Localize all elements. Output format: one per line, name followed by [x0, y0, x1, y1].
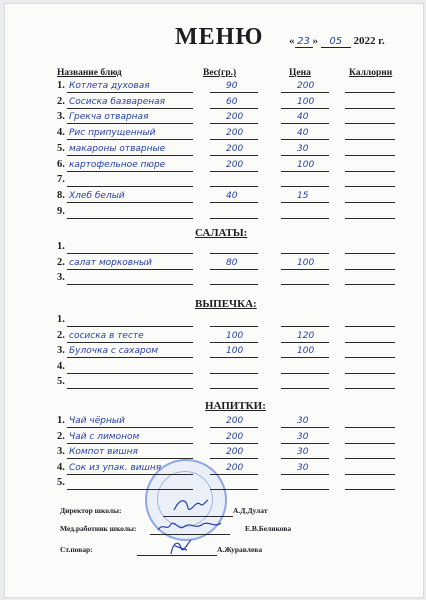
- column-header-weight: Вес(гр.): [203, 68, 237, 78]
- dish-name-line: [67, 218, 193, 219]
- calories-line: [345, 139, 395, 140]
- price-line: [281, 474, 329, 475]
- dish-name-line: [67, 139, 193, 140]
- dish-weight: 200: [226, 447, 244, 457]
- dish-name-line: [67, 92, 193, 93]
- weight-line: [210, 139, 258, 140]
- dish-weight: 80: [226, 257, 238, 268]
- director-name: А.Д.Дулат: [233, 506, 268, 515]
- dish-name-line: [67, 373, 193, 374]
- calories-line: [345, 326, 395, 327]
- dish-name: Котлета духовая: [69, 81, 150, 91]
- menu-document: [4, 3, 424, 598]
- weight-line: [210, 326, 258, 327]
- row-number: 1.: [57, 80, 65, 91]
- price-line: [281, 123, 329, 124]
- dish-name-line: [67, 284, 193, 285]
- weight-line: [210, 202, 258, 203]
- date-close-quote: »: [312, 35, 318, 47]
- dish-price: 200: [297, 81, 315, 91]
- calories-line: [345, 427, 395, 428]
- dish-name-line: [67, 253, 193, 254]
- price-line: [281, 489, 329, 490]
- bakery-title: ВЫПЕЧКА:: [195, 298, 257, 310]
- calories-line: [345, 123, 395, 124]
- dish-weight: 200: [226, 112, 244, 123]
- dish-weight: 200: [226, 462, 244, 473]
- director-signature-line: [163, 516, 233, 517]
- weight-line: [210, 253, 258, 254]
- weight-line: [210, 443, 258, 444]
- calories-line: [345, 458, 395, 459]
- weight-line: [210, 474, 258, 475]
- price-line: [281, 443, 329, 444]
- dish-name-line: [67, 489, 193, 490]
- medic-name: Е.В.Беликова: [245, 524, 292, 533]
- dish-name: Рис припущенный: [69, 128, 156, 139]
- dish-name-line: [67, 458, 193, 459]
- salads-title: САЛАТЫ:: [195, 227, 248, 239]
- cook-role: Ст.повар:: [60, 545, 93, 554]
- medic-signature: [155, 518, 225, 536]
- dish-name-line: [67, 474, 193, 475]
- weight-line: [210, 171, 258, 172]
- dish-price: 40: [297, 112, 309, 123]
- weight-line: [210, 342, 258, 343]
- row-number: 2.: [57, 256, 65, 268]
- row-number: 5.: [57, 376, 65, 387]
- dish-weight: 200: [226, 128, 244, 139]
- dish-weight: 60: [226, 96, 238, 107]
- calories-line: [345, 342, 395, 343]
- weight-line: [210, 269, 258, 270]
- row-number: 3.: [57, 111, 65, 123]
- price-line: [281, 357, 329, 358]
- price-line: [281, 186, 329, 187]
- dish-price: 100: [297, 159, 315, 170]
- dish-name-line: [67, 342, 193, 343]
- dish-price: 30: [297, 416, 309, 426]
- price-line: [281, 342, 329, 343]
- dish-name: Компот вишня: [69, 447, 138, 457]
- dish-weight: 200: [226, 431, 244, 442]
- weight-line: [210, 373, 258, 374]
- dish-weight: 200: [226, 416, 244, 426]
- weight-line: [210, 458, 258, 459]
- dish-name: Хлеб белый: [69, 190, 125, 201]
- column-header-calories: Каллорни: [349, 68, 393, 78]
- calories-line: [345, 269, 395, 270]
- calories-line: [345, 443, 395, 444]
- calories-line: [345, 253, 395, 254]
- calories-line: [345, 108, 395, 109]
- dish-weight: 100: [226, 346, 244, 356]
- dish-price: 100: [297, 96, 315, 107]
- dish-weight: 90: [226, 81, 238, 91]
- director-signature: [170, 494, 210, 516]
- dish-name-line: [67, 427, 193, 428]
- row-number: 8.: [57, 189, 65, 201]
- price-line: [281, 458, 329, 459]
- weight-line: [210, 108, 258, 109]
- calories-line: [345, 373, 395, 374]
- weight-line: [210, 155, 258, 156]
- price-line: [281, 284, 329, 285]
- price-line: [281, 218, 329, 219]
- date-year: 2022 г.: [353, 35, 385, 47]
- dish-weight: 200: [226, 159, 244, 170]
- row-number: 5.: [57, 477, 65, 488]
- price-line: [281, 108, 329, 109]
- dish-name-line: [67, 108, 193, 109]
- dish-name-line: [67, 443, 193, 444]
- price-line: [281, 155, 329, 156]
- row-number: 1.: [57, 415, 65, 426]
- dish-name-line: [67, 269, 193, 270]
- dish-price: 40: [297, 128, 309, 139]
- cook-name: А.Журавлева: [217, 545, 263, 554]
- row-number: 3.: [57, 272, 65, 283]
- weight-line: [210, 427, 258, 428]
- row-number: 5.: [57, 142, 65, 154]
- calories-line: [345, 284, 395, 285]
- row-number: 6.: [57, 158, 65, 170]
- dish-weight: 40: [226, 190, 238, 201]
- dish-price: 30: [297, 462, 309, 473]
- dish-name-line: [67, 186, 193, 187]
- dish-price: 120: [297, 330, 315, 341]
- dish-weight: 100: [226, 330, 244, 341]
- price-line: [281, 388, 329, 389]
- calories-line: [345, 202, 395, 203]
- dish-name-line: [67, 202, 193, 203]
- row-number: 1.: [57, 314, 65, 325]
- weight-line: [210, 92, 258, 93]
- price-line: [281, 326, 329, 327]
- calories-line: [345, 489, 395, 490]
- row-number: 9.: [57, 205, 65, 217]
- row-number: 3.: [57, 345, 65, 356]
- weight-line: [210, 489, 258, 490]
- weight-line: [210, 284, 258, 285]
- dish-name-line: [67, 171, 193, 172]
- row-number: 4.: [57, 360, 65, 372]
- dish-price: 100: [297, 346, 315, 356]
- dish-price: 100: [297, 257, 315, 268]
- weight-line: [210, 388, 258, 389]
- calories-line: [345, 155, 395, 156]
- weight-line: [210, 186, 258, 187]
- calories-line: [345, 357, 395, 358]
- price-line: [281, 373, 329, 374]
- weight-line: [210, 123, 258, 124]
- price-line: [281, 171, 329, 172]
- page-title: МЕНЮ: [175, 24, 264, 50]
- drinks-title: НАПИТКИ:: [205, 400, 266, 412]
- calories-line: [345, 218, 395, 219]
- calories-line: [345, 388, 395, 389]
- dish-weight: 200: [226, 143, 244, 154]
- price-line: [281, 139, 329, 140]
- dish-name: салат морковный: [69, 257, 152, 268]
- dish-name-line: [67, 155, 193, 156]
- dish-name: Чай чёрный: [69, 416, 125, 426]
- date-open-quote: «: [289, 35, 295, 47]
- dish-name-line: [67, 326, 193, 327]
- cook-signature: [165, 536, 195, 558]
- row-number: 4.: [57, 127, 65, 139]
- dish-name: Чай с лимоном: [69, 431, 140, 442]
- dish-name: Сосиска базвареная: [69, 96, 166, 107]
- row-number: 3.: [57, 446, 65, 457]
- calories-line: [345, 171, 395, 172]
- dish-name-line: [67, 123, 193, 124]
- date-month: 05: [329, 36, 343, 47]
- dish-price: 30: [297, 143, 309, 154]
- dish-name-line: [67, 357, 193, 358]
- dish-name: сосиска в тесте: [69, 330, 144, 341]
- price-line: [281, 202, 329, 203]
- calories-line: [345, 186, 395, 187]
- row-number: 2.: [57, 430, 65, 442]
- row-number: 2.: [57, 329, 65, 341]
- dish-name: Булочка с сахаром: [69, 346, 159, 356]
- dish-name: макароны отварные: [69, 143, 166, 154]
- calories-line: [345, 92, 395, 93]
- medic-role: Мед.работник школы:: [60, 524, 137, 533]
- dish-price: 30: [297, 431, 309, 442]
- dish-name: картофельное пюре: [69, 159, 166, 170]
- row-number: 1.: [57, 241, 65, 252]
- weight-line: [210, 218, 258, 219]
- dish-name: Сок из упак. вишня: [69, 462, 162, 473]
- row-number: 4.: [57, 461, 65, 473]
- column-header-name: Название блюд: [57, 68, 122, 78]
- row-number: 7.: [57, 174, 65, 186]
- price-line: [281, 92, 329, 93]
- row-number: 2.: [57, 95, 65, 107]
- director-role: Директор школы:: [60, 506, 122, 515]
- weight-line: [210, 357, 258, 358]
- dish-name: Грекча отварная: [69, 112, 149, 123]
- dish-price: 15: [297, 190, 309, 201]
- price-line: [281, 253, 329, 254]
- dish-price: 30: [297, 447, 309, 457]
- column-header-price: Цена: [289, 68, 311, 78]
- calories-line: [345, 474, 395, 475]
- date-day: 23: [297, 36, 310, 47]
- dish-name-line: [67, 388, 193, 389]
- price-line: [281, 427, 329, 428]
- price-line: [281, 269, 329, 270]
- date-field: [289, 35, 385, 48]
